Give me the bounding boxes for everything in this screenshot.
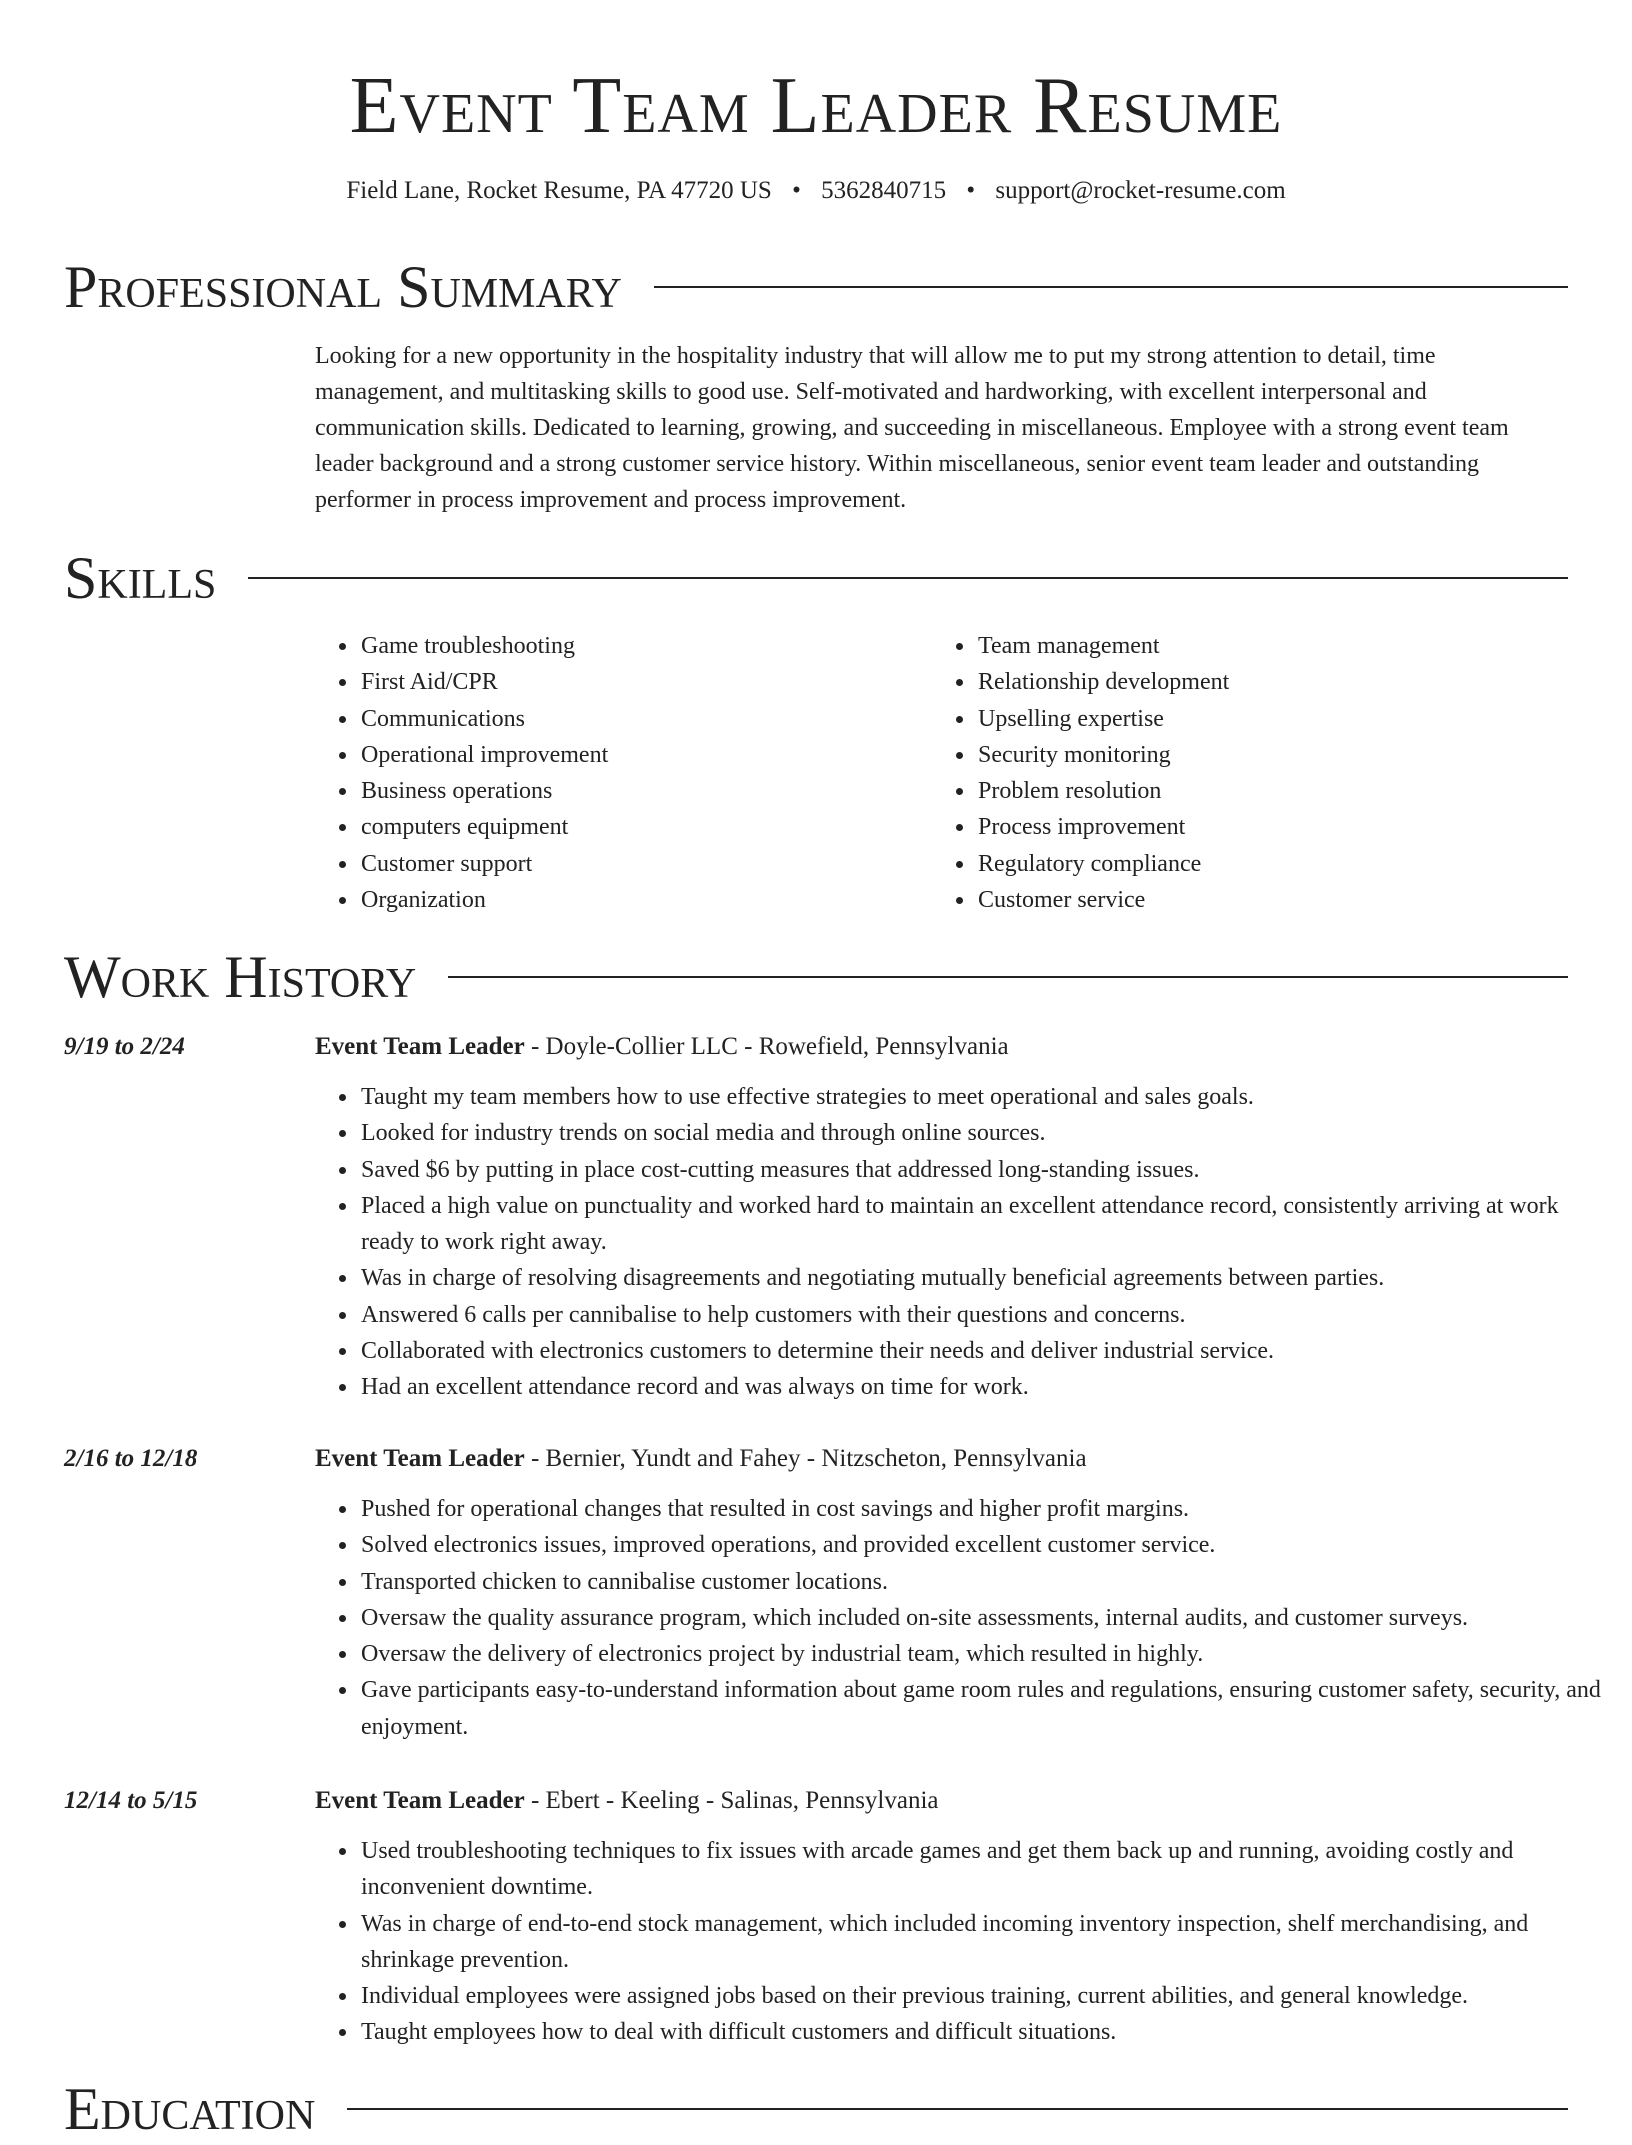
- job-bullet: • Was in charge of end-to-end stock management, which included incoming inventory inspection, shelf merchandising, and shrinkage prevention.: [359, 1906, 1612, 1979]
- education-section-heading: [64, 2073, 1568, 2145]
- job-bullet: • Collaborated with electronics customers to determine their needs and deliver industrial service.: [359, 1333, 1612, 1369]
- job-bullet: • Used troubleshooting techniques to fix issues with arcade games and get them back up and running, avoiding costly and inconvenient downtime.: [359, 1833, 1612, 1906]
- skills-list-right: [932, 628, 1596, 918]
- section-divider: [654, 286, 1568, 288]
- skill-item: • Upselling expertise: [976, 701, 1596, 737]
- job-bullet: • Gave participants easy-to-understand information about game room rules and regulations, ensuring customer safety, security, and enjoyment.: [359, 1672, 1612, 1745]
- job-bullet: • Looked for industry trends on social media and through online sources.: [359, 1115, 1612, 1151]
- skill-item: • Team management: [976, 628, 1596, 664]
- contact-email: support@rocket-resume.com: [995, 177, 1286, 204]
- job-dates: 2/16 to 12/18: [64, 1445, 198, 1472]
- job-bullet: • Placed a high value on punctuality and worked hard to maintain an excellent attendance record, consistently arriving at work ready to work right away.: [359, 1188, 1612, 1261]
- job-bullet-list: [315, 1833, 1612, 2051]
- job-bullet: • Oversaw the delivery of electronics project by industrial team, which resulted in highly.: [359, 1636, 1612, 1672]
- skill-item: • Regulatory compliance: [976, 846, 1596, 882]
- job-bullet: • Had an excellent attendance record and was always on time for work.: [359, 1369, 1612, 1405]
- summary-section-heading: [64, 251, 1568, 323]
- job-bullet: • Pushed for operational changes that resulted in cost savings and higher profit margins.: [359, 1491, 1612, 1527]
- skill-item: • Security monitoring: [976, 737, 1596, 773]
- skill-item: • computers equipment: [359, 809, 929, 845]
- section-divider: [347, 2108, 1568, 2110]
- job-bullet: • Saved $6 by putting in place cost-cutting measures that addressed long-standing issues.: [359, 1152, 1612, 1188]
- job-bullet: • Oversaw the quality assurance program, which included on-site assessments, internal audits, and customer surveys.: [359, 1600, 1612, 1636]
- skills-list-left: [315, 628, 929, 918]
- job-company-location: - Bernier, Yundt and Fahey - Nitzscheton, Pennsylvania: [524, 1445, 1087, 1472]
- contact-separator: •: [792, 177, 801, 204]
- education-heading: Education: [64, 2076, 316, 2142]
- skill-item: • Relationship development: [976, 664, 1596, 700]
- job-company-location: - Ebert - Keeling - Salinas, Pennsylvania: [524, 1787, 939, 1814]
- skill-item: • Game troubleshooting: [359, 628, 929, 664]
- job-header: [315, 1783, 939, 1819]
- section-divider: [248, 577, 1568, 579]
- skill-item: • Problem resolution: [976, 773, 1596, 809]
- skill-item: • Operational improvement: [359, 737, 929, 773]
- work-history-section-heading: [64, 941, 1568, 1013]
- job-bullet: • Individual employees were assigned jobs based on their previous training, current abilities, and general knowledge.: [359, 1978, 1612, 2014]
- job-bullet: • Answered 6 calls per cannibalise to help customers with their questions and concerns.: [359, 1297, 1612, 1333]
- job-bullet: • Solved electronics issues, improved operations, and provided excellent customer service.: [359, 1527, 1612, 1563]
- skill-item: • Communications: [359, 701, 929, 737]
- skill-item: • Process improvement: [976, 809, 1596, 845]
- job-bullet: • Taught employees how to deal with difficult customers and difficult situations.: [359, 2014, 1612, 2050]
- job-bullet: • Was in charge of resolving disagreements and negotiating mutually beneficial agreements between parties.: [359, 1260, 1612, 1296]
- job-header: [315, 1441, 1087, 1477]
- job-role: Event Team Leader: [315, 1445, 525, 1472]
- summary-text: Looking for a new opportunity in the hospitality industry that will allow me to put my strong attention to detail, time management, and multitasking skills to good use. Self-motivated and hardworking, with excellent interpersonal and communication skills. Dedicated to learning, growing, and succeeding in miscellaneous. Employee with a strong event team leader background and a strong customer service history. Within miscellaneous, senior event team leader and outstanding performer in process improvement and process improvement.: [315, 343, 1509, 513]
- job-header: [315, 1029, 1009, 1065]
- job-dates: 12/14 to 5/15: [64, 1787, 198, 1814]
- work-history-heading: Work History: [64, 944, 417, 1010]
- skill-item: • First Aid/CPR: [359, 664, 929, 700]
- skill-item: • Organization: [359, 882, 929, 918]
- job-dates: 9/19 to 2/24: [64, 1033, 185, 1060]
- skills-heading: Skills: [64, 545, 217, 611]
- job-role: Event Team Leader: [315, 1787, 525, 1814]
- skill-item: • Customer service: [976, 882, 1596, 918]
- contact-separator: •: [966, 177, 976, 204]
- contact-address: Field Lane, Rocket Resume, PA 47720 US: [346, 177, 772, 204]
- skills-section-heading: [64, 542, 1568, 614]
- section-divider: [448, 976, 1568, 978]
- job-bullet: • Transported chicken to cannibalise customer locations.: [359, 1564, 1612, 1600]
- skill-item: • Customer support: [359, 846, 929, 882]
- summary-heading: Professional Summary: [64, 254, 622, 320]
- job-bullet-list: [315, 1491, 1612, 1745]
- job-company-location: - Doyle-Collier LLC - Rowefield, Pennsylvania: [524, 1033, 1009, 1060]
- skill-item: • Business operations: [359, 773, 929, 809]
- contact-phone: 5362840715: [821, 177, 947, 204]
- resume-title: Event Team Leader Resume: [349, 62, 1283, 150]
- job-bullet: • Taught my team members how to use effective strategies to meet operational and sales goals.: [359, 1079, 1612, 1115]
- contact-line: [0, 174, 1632, 208]
- job-bullet-list: [315, 1079, 1612, 1406]
- job-role: Event Team Leader: [315, 1033, 525, 1060]
